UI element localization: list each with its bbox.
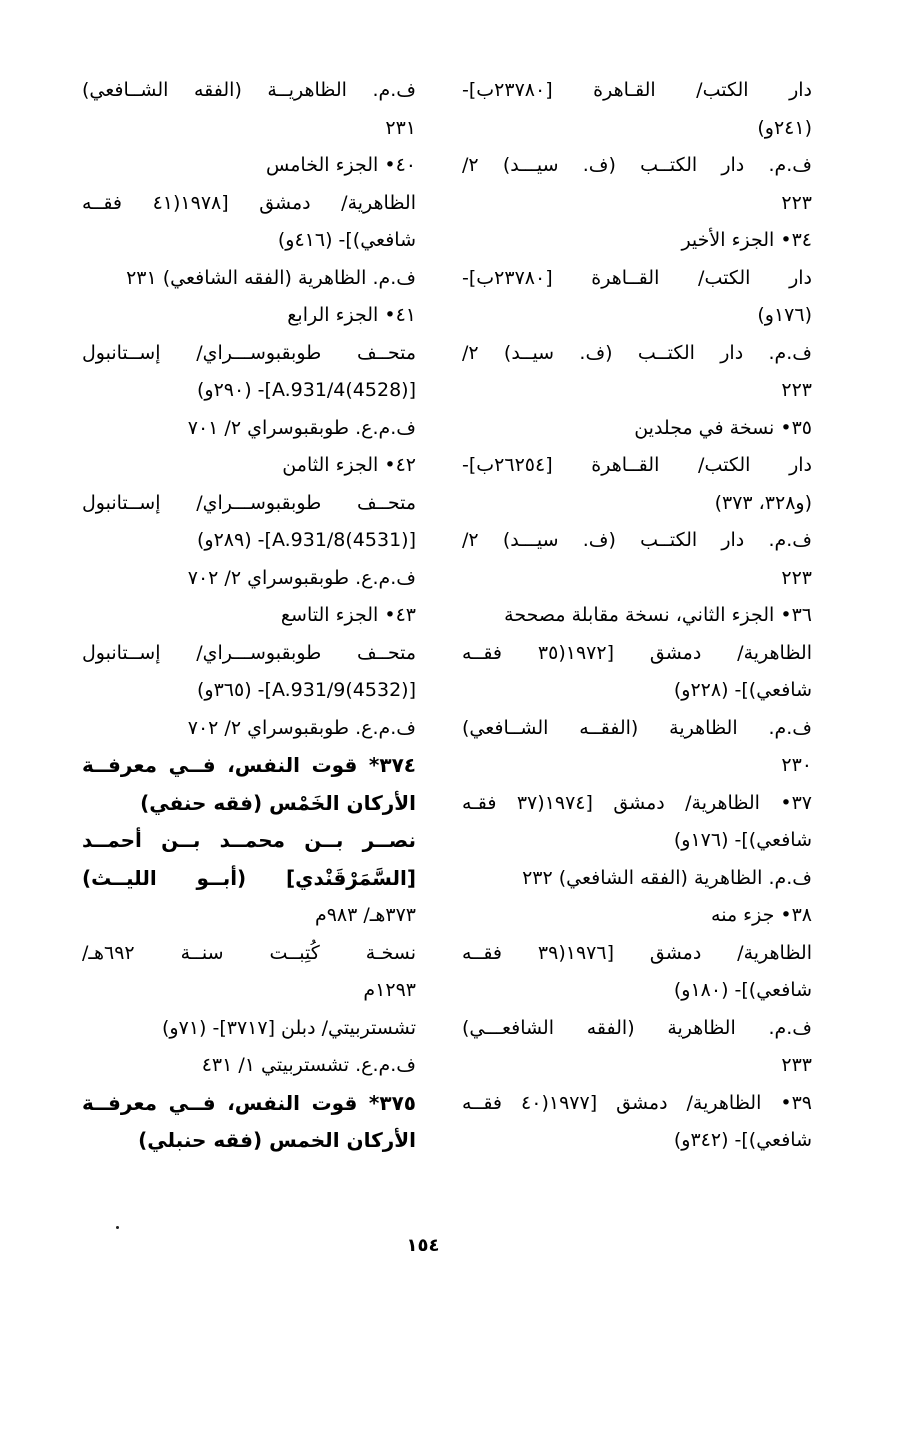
text-line: شافعي)]- (١٨٠و) [673, 979, 812, 1001]
text-line: ٣٧• الظاهرية/ دمشق [١٩٧٤(٣٧ فقـه [462, 791, 812, 814]
text-line: الظاهرية/ دمشق [١٩٧٨(٤١ فقــه [82, 191, 416, 214]
text-line: ف.م.ع. تشستربيتي ١/ ٤٣١ [201, 1054, 416, 1076]
left-column [82, 72, 416, 1160]
text-line: دار الكتب/ القـاهرة [٢٣٧٨٠ب]- [462, 79, 812, 101]
text-line: ف.م.ع. طوبقبوسراي ٢/ ٧٠٢ [187, 716, 416, 739]
text-line: ٣٨• جزء منه [711, 904, 812, 926]
text-line: ٣٧٣هـ/ ٩٨٣م [314, 904, 416, 926]
text-line: ٢٣١ [385, 116, 416, 139]
text-line: تشستربيتي/ دبلن [٣٧١٧]- (٧١و) [162, 1016, 416, 1039]
text-line: (٢٤١و) [757, 116, 812, 139]
text-line: ٢٢٣ [781, 191, 812, 214]
text-line: متحــف طوبقبوســـراي/ إســتانبول [82, 641, 416, 664]
text-line: ف.م. الظاهريــة (الفقه الشــافعي) [82, 79, 416, 101]
text-line: ٢٢٣ [781, 566, 812, 589]
text-line: (و٣٢٨، ٣٧٣) [714, 491, 812, 514]
text-line: شافعي)]- (١٧٦و) [673, 829, 812, 851]
text-line: ٢٢٣ [781, 379, 812, 401]
text-line: [السَّمَرْقَنْدي] (أبــو الليــث) [82, 865, 416, 890]
text-line: الظاهرية/ دمشق [١٩٧٦(٣٩ فقــه [462, 941, 813, 964]
text-line: ف.م. الظاهرية (الفقه الشافعـــي) [462, 1016, 812, 1039]
text-line: [A.931/8(4531)]- (٢٨٩و) [196, 529, 416, 551]
text-line: [A.931/9(4532)]- (٣٦٥و) [196, 679, 416, 701]
text-line: ف.م.ع. طوبقبوسراي ٢/ ٧٠١ [187, 416, 416, 439]
text-line: متحــف طوبقبوســـراي/ إســتانبول [82, 491, 416, 514]
text-line: نصــر بــن محمــد بــن أحمــد [82, 828, 416, 852]
scan-speck [116, 1226, 119, 1229]
text-line: ف.م.ع. طوبقبوسراي ٢/ ٧٠٢ [187, 566, 416, 589]
text-line: ف.م. الظاهرية (الفقــه الشــافعي) [462, 716, 812, 739]
text-line: ٤١• الجزء الرابع [287, 304, 416, 326]
text-line: ٤٢• الجزء الثامن [282, 454, 416, 476]
text-line: ف.م. الظاهرية (الفقه الشافعي) ٢٣١ [126, 266, 416, 289]
text-line: ف.م. الظاهرية (الفقه الشافعي) ٢٣٢ [522, 866, 812, 889]
text-line: شافعي)]- (٣٤٢و) [673, 1129, 812, 1151]
text-line: ٣٥• نسخة في مجلدين [634, 416, 812, 439]
text-line: ١٢٩٣م [363, 979, 416, 1001]
text-line: ٢٣٠ [781, 754, 812, 776]
text-line: ف.م. دار الكتــب (ف. سيــد) ٢/ [462, 341, 812, 364]
text-line: ف.م. دار الكتــب (ف. سيـــد) ٢/ [462, 529, 812, 551]
text-line: الأركان الخَمْس (فقه حنفي) [140, 790, 416, 815]
text-line: ٣٩• الظاهرية/ دمشق [١٩٧٧(٤٠ فقــه [462, 1091, 812, 1114]
text-line: (١٧٦و) [757, 304, 812, 326]
text-line: ٤٠• الجزء الخامس [266, 154, 416, 176]
text-line: دار الكتب/ القــاهرة [٢٣٧٨٠ب]- [462, 266, 812, 289]
text-line: ٤٣• الجزء التاسع [280, 604, 416, 626]
text-line: ٣٧٤* قوت النفس، فــي معرفــة [82, 753, 416, 777]
text-line: ٣٤• الجزء الأخير [681, 229, 812, 251]
text-line: شافعي)]- (٢٢٨و) [673, 679, 812, 701]
right-column [462, 72, 812, 1160]
text-line: الظاهرية/ دمشق [١٩٧٢(٣٥ فقــه [462, 641, 813, 664]
page-number: ١٥٤ [406, 1235, 440, 1256]
text-line: ٣٦• الجزء الثاني، نسخة مقابلة مصححة [504, 604, 812, 626]
text-line: ف.م. دار الكتــب (ف. سيـــد) ٢/ [462, 154, 812, 176]
text-line: ٣٧٥* قوت النفس، فــي معرفــة [82, 1090, 416, 1115]
text-line: متحــف طوبقبوســـراي/ إســتانبول [82, 341, 416, 364]
text-line: نسخـة كُتِبــت سنــة ٦٩٢هـ/ [82, 941, 416, 964]
text-line: [A.931/4(4528)]- (٢٩٠و) [196, 379, 416, 401]
text-line: ٢٣٣ [781, 1054, 812, 1076]
text-line: الأركان الخمس (فقه حنبلي) [138, 1128, 416, 1152]
text-line: دار الكتب/ القــاهرة [٢٦٢٥٤ب]- [462, 454, 812, 476]
text-line: شافعي)]- (٤١٦و) [277, 229, 416, 251]
